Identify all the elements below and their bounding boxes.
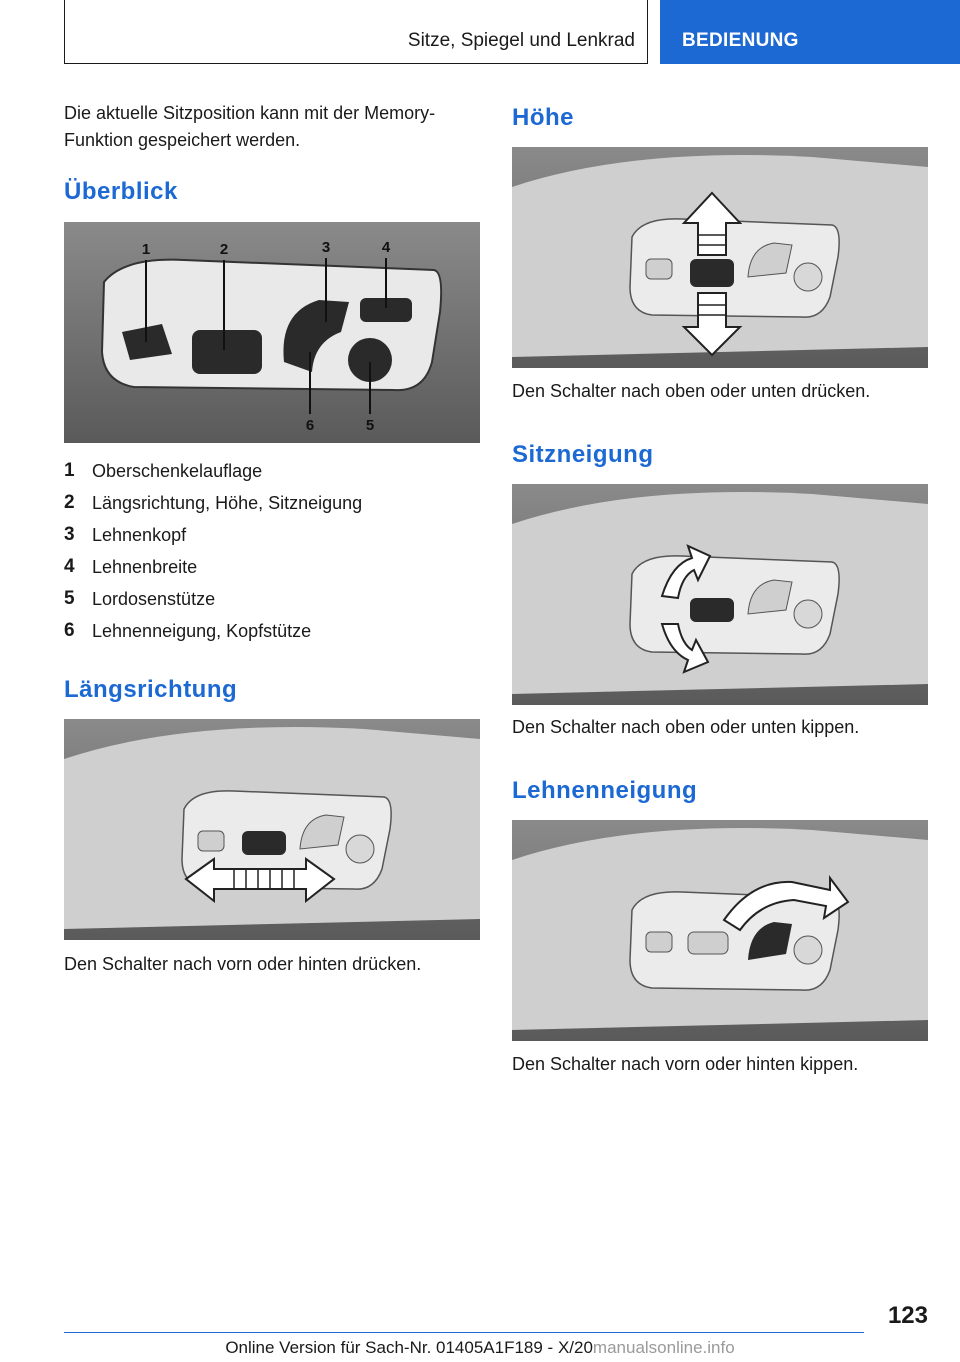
recline-heading: Lehnenneigung [512, 777, 698, 804]
page-number: 123 [887, 1302, 928, 1329]
footer-divider [64, 1332, 864, 1333]
callout-5: 5 [365, 417, 375, 434]
seat-height-adjust-illustration [512, 147, 928, 368]
seat-controls-overview-illustration [64, 222, 480, 443]
recline-caption: Den Schalter nach vorn oder hinten kippen. [512, 1054, 859, 1074]
overview-figure [64, 222, 480, 443]
section-title: Sitze, Spiegel und Lenkrad [407, 30, 635, 51]
tilt-heading: Sitzneigung [512, 441, 654, 468]
header-section-box [64, 0, 648, 64]
legend-item: 5 Lordosenstütze [64, 588, 216, 609]
watermark-text: manualsonline.info [592, 1338, 735, 1357]
overview-heading: Überblick [64, 178, 178, 205]
callout-2: 2 [219, 241, 229, 258]
length-caption: Den Schalter nach vorn oder hinten drücken. [64, 954, 422, 974]
intro-paragraph: Die aktuelle Sitzposition kann mit der Memory-Funktion gespeichert werden. [64, 103, 436, 150]
seat-length-adjust-illustration [64, 719, 480, 940]
seat-recline-adjust-illustration [512, 820, 928, 1041]
overview-legend [64, 455, 480, 647]
callout-3: 3 [321, 239, 331, 256]
tilt-caption: Den Schalter nach oben oder unten kippen. [512, 717, 860, 737]
online-version-text: Online Version für Sach-Nr. 01405A1F189 - X/20 [225, 1338, 593, 1357]
tilt-figure [512, 484, 928, 705]
height-figure [512, 147, 928, 368]
height-heading: Höhe [512, 104, 574, 131]
footer-online-version [0, 1338, 960, 1358]
callout-6: 6 [305, 417, 315, 434]
legend-item: 2 Längsrichtung, Höhe, Sitzneigung [64, 492, 363, 513]
seat-tilt-adjust-illustration [512, 484, 928, 705]
callout-1: 1 [141, 241, 151, 258]
legend-item: 1 Oberschenkelauflage [64, 460, 263, 481]
legend-item: 6 Lehnenneigung, Kopfstütze [64, 620, 312, 641]
callout-4: 4 [381, 239, 391, 256]
recline-figure [512, 820, 928, 1041]
length-heading: Längsrichtung [64, 676, 238, 703]
chapter-tab-label: BEDIENUNG [682, 30, 799, 51]
header-tab [660, 0, 960, 64]
length-figure [64, 719, 480, 940]
legend-item: 4 Lehnenbreite [64, 556, 198, 577]
legend-item: 3 Lehnenkopf [64, 524, 187, 545]
height-caption: Den Schalter nach oben oder unten drücken. [512, 381, 871, 401]
